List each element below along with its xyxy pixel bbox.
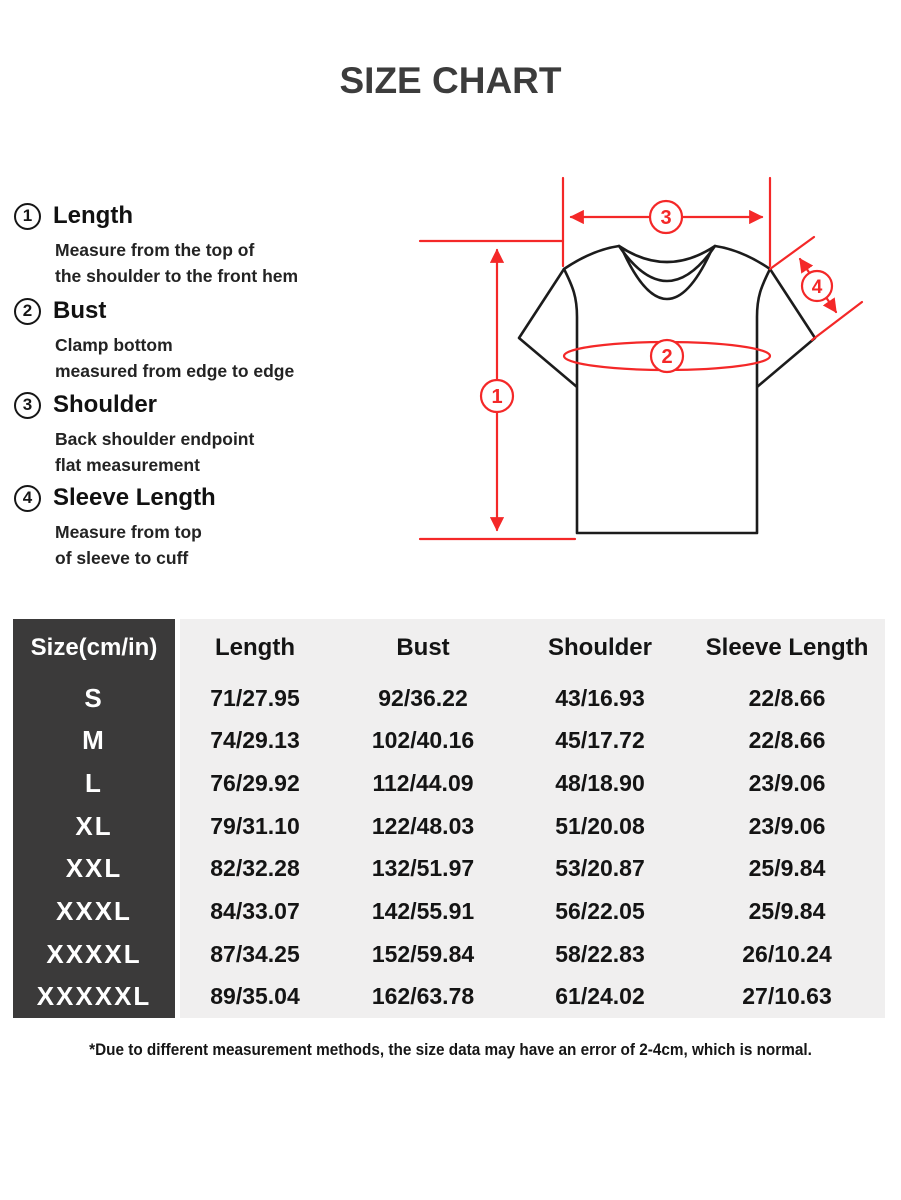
tshirt-diagram — [411, 160, 901, 620]
cell-bust: 162/63.78 — [371, 983, 475, 1010]
cell-shoulder: 43/16.93 — [555, 684, 645, 711]
cell-shoulder: 48/18.90 — [555, 770, 645, 797]
legend-label-bust: Bust — [53, 297, 107, 324]
cell-bust: 112/44.09 — [372, 770, 474, 797]
cell-length: 89/35.04 — [210, 983, 300, 1010]
cell-sleeve: 25/9.84 — [748, 897, 826, 924]
row-size-label: S — [84, 682, 104, 713]
legend-desc-bust: Clamp bottom measured from edge to edge — [55, 335, 295, 381]
row-size-label: XXL — [65, 853, 123, 884]
col-header-size: Size(cm/in) — [30, 634, 158, 661]
size-table — [13, 619, 885, 1018]
cell-length: 87/34.25 — [210, 940, 300, 967]
cell-bust: 132/51.97 — [371, 855, 475, 882]
row-size-label: M — [82, 725, 106, 756]
legend-desc-length: Measure from the top of the shoulder to the front hem — [55, 240, 299, 286]
col-header-sleeve: Sleeve Length — [705, 634, 869, 661]
legend-label-sleeve-length: Sleeve Length — [53, 484, 216, 511]
footnote: *Due to different measurement methods, the size data may have an error of 2-4cm, which is normal. — [89, 1040, 812, 1059]
cell-length: 79/31.10 — [210, 812, 300, 839]
legend-label-length: Length — [53, 202, 133, 229]
cell-sleeve: 22/8.66 — [748, 684, 826, 711]
legend-item-sleeve-length — [14, 484, 406, 571]
circled-number-1-icon: 1 — [14, 203, 41, 230]
row-size-label: L — [85, 768, 103, 799]
cell-shoulder: 45/17.72 — [555, 727, 645, 754]
cell-shoulder: 53/20.87 — [555, 855, 645, 882]
cell-shoulder: 58/22.83 — [555, 940, 645, 967]
tshirt-body — [564, 246, 770, 533]
cell-sleeve: 27/10.63 — [742, 983, 832, 1010]
cell-bust: 122/48.03 — [371, 812, 475, 839]
cell-length: 84/33.07 — [210, 897, 300, 924]
callout-1: 1 — [491, 386, 503, 408]
legend-item-length — [14, 202, 406, 289]
callout-4: 4 — [811, 277, 823, 298]
cell-length: 76/29.92 — [210, 770, 300, 797]
cell-sleeve: 23/9.06 — [748, 812, 826, 839]
tshirt-outline — [519, 246, 815, 533]
cell-bust: 102/40.16 — [371, 727, 475, 754]
cell-sleeve: 26/10.24 — [742, 940, 832, 967]
col-header-length: Length — [215, 634, 295, 661]
col-header-shoulder: Shoulder — [547, 634, 652, 661]
tshirt-left-sleeve — [519, 269, 577, 387]
cell-sleeve: 22/8.66 — [748, 727, 826, 754]
callout-2: 2 — [661, 346, 673, 368]
legend-desc-sleeve-length: Measure from top of sleeve to cuff — [55, 522, 202, 568]
page-title: SIZE CHART — [339, 60, 562, 101]
cell-length: 74/29.13 — [210, 727, 300, 754]
size-table-grid — [13, 619, 885, 1018]
cell-shoulder: 51/20.08 — [555, 812, 645, 839]
cell-sleeve: 23/9.06 — [748, 770, 826, 797]
callout-3: 3 — [660, 207, 672, 229]
legend-item-bust — [14, 297, 406, 384]
row-size-label: XL — [75, 810, 113, 841]
cell-bust: 92/36.22 — [378, 684, 468, 711]
circled-number-2-icon: 2 — [14, 298, 41, 325]
row-size-label: XXXL — [56, 895, 132, 926]
cell-sleeve: 25/9.84 — [748, 855, 826, 882]
cell-bust: 142/55.91 — [371, 897, 475, 924]
cell-bust: 152/59.84 — [371, 940, 475, 967]
row-size-label: XXXXL — [46, 938, 142, 969]
cell-length: 82/32.28 — [210, 855, 300, 882]
cell-shoulder: 56/22.05 — [555, 897, 645, 924]
legend-label-shoulder: Shoulder — [53, 391, 158, 418]
circled-number-3-icon: 3 — [14, 392, 41, 419]
cell-shoulder: 61/24.02 — [555, 983, 645, 1010]
col-header-bust: Bust — [396, 634, 450, 661]
legend-desc-shoulder: Back shoulder endpoint flat measurement — [55, 429, 255, 475]
legend-item-shoulder — [14, 391, 406, 478]
circled-number-4-icon: 4 — [14, 485, 41, 512]
cell-length: 71/27.95 — [210, 684, 300, 711]
row-size-label: XXXXXL — [36, 981, 152, 1012]
